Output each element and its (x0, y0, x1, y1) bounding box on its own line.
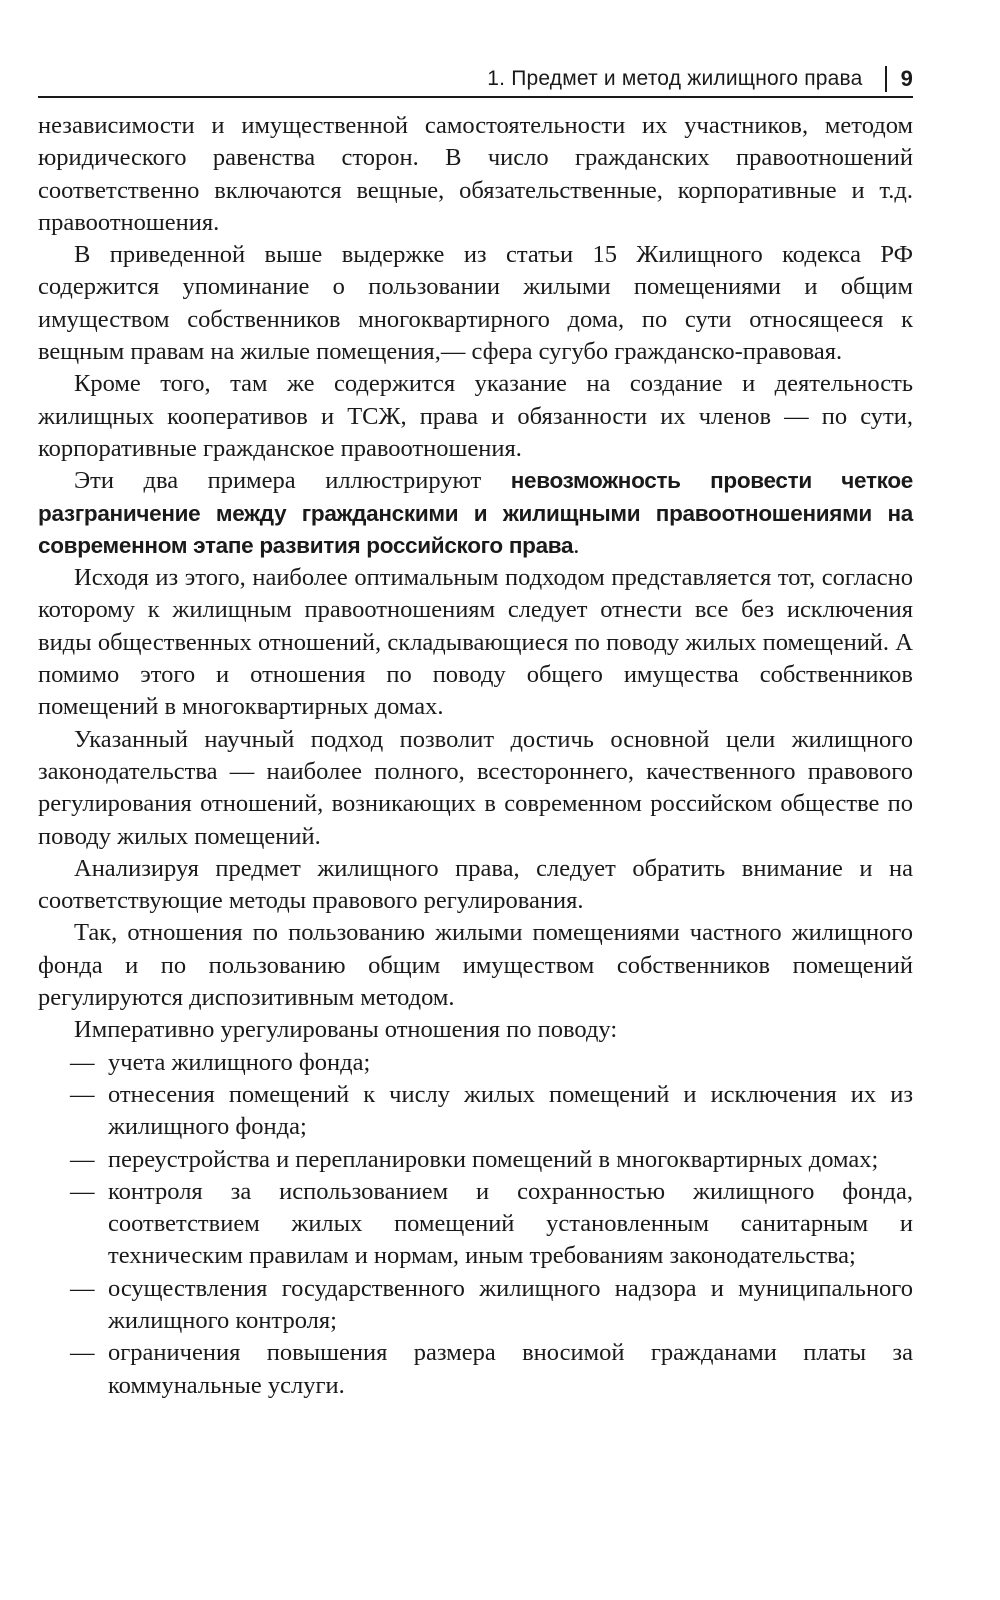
list-item (38, 1047, 913, 1079)
header-divider (885, 66, 887, 92)
dash-list (38, 1047, 913, 1402)
paragraph-continuation: независимости и имущественной самостоятельности их участников, методом юридического равенства сторон. В число гражданских правоотношений соответственно включаются вещные, обязательственные, корпоративные и т.д. правоотношения. (38, 112, 913, 236)
running-header-title: 1. Предмет и метод жилищного права (487, 67, 863, 90)
book-page (38, 62, 913, 1402)
dash-marker: — (70, 1048, 95, 1076)
dash-marker: — (70, 1177, 95, 1205)
list-item (38, 1337, 913, 1402)
list-item-text: учета жилищного фонда; (108, 1048, 371, 1076)
highlight-lead: Эти два примера иллюстрируют (74, 467, 511, 495)
list-item-text: осуществления государственного жилищного надзора и муниципального жилищного контроля; (108, 1274, 913, 1334)
list-item-text: ограничения повышения размера вносимой гражданами платы за коммунальные услуги. (108, 1339, 913, 1399)
paragraph: Так, отношения по пользованию жилыми помещениями частного жилищного фонда и по пользованию общим имуществом собственников помещений регулируются диспозитивным методом. (38, 919, 913, 1012)
list-item (38, 1273, 913, 1338)
paragraph: Анализируя предмет жилищного права, следует обратить внимание и на соответствующие методы правового регулирования. (38, 854, 913, 915)
paragraph-highlight (38, 465, 913, 562)
list-item (38, 1079, 913, 1144)
dash-marker: — (70, 1145, 95, 1173)
list-item (38, 1144, 913, 1176)
running-header (38, 62, 913, 98)
paragraph: Исходя из этого, наиболее оптимальным подходом представляется тот, согласно которому к жилищным правоотношениям следует отнести все без исключения виды общественных отношений, складывающиеся по поводу жилых помещений. А помимо этого и отношения по поводу общего имущества собственников помещений в многоквартирных домах. (38, 564, 913, 721)
highlight-bold-text: невозможность провести четкое разграничение между гражданскими и жилищными правоотношениями на современном этапе развития российского права (38, 468, 913, 558)
list-item-text: отнесения помещений к числу жилых помещений и исключения их из жилищного фонда; (108, 1080, 913, 1141)
body-text (38, 110, 913, 1402)
list-item-text: переустройства и перепланировки помещений в многоквартирных домах; (108, 1145, 879, 1173)
dash-marker: — (70, 1274, 95, 1302)
dash-marker: — (70, 1080, 95, 1108)
paragraph: В приведенной выше выдержке из статьи 15 Жилищного кодекса РФ содержится упоминание о пользовании жилыми помещениями и общим имуществом собственников многоквартирного дома, по сути относящееся к вещным правам на жилые помещения,— сфера сугубо гражданско-правовая. (38, 241, 913, 366)
list-item (38, 1176, 913, 1273)
paragraph: Кроме того, там же содержится указание на создание и деятельность жилищных кооперативов и ТСЖ, права и обязанности их членов — по сути, корпоративные гражданское правоотношения. (38, 370, 913, 462)
paragraph: Указанный научный подход позволит достичь основной цели жилищного законодательства — наиболее полного, всестороннего, качественного правового регулирования отношений, возникающих в современном российском обществе по поводу жилых помещений. (38, 725, 913, 850)
highlight-tail: . (573, 531, 580, 559)
list-item-text: контроля за использованием и сохранностью жилищного фонда, соответствием жилых помещений установленным санитарным и техническим правилам и нормам, иным требованиям законодательства; (108, 1177, 913, 1270)
dash-marker: — (70, 1339, 95, 1367)
page-number: 9 (900, 66, 913, 91)
paragraph-list-intro: Императивно урегулированы отношения по поводу: (74, 1016, 618, 1044)
